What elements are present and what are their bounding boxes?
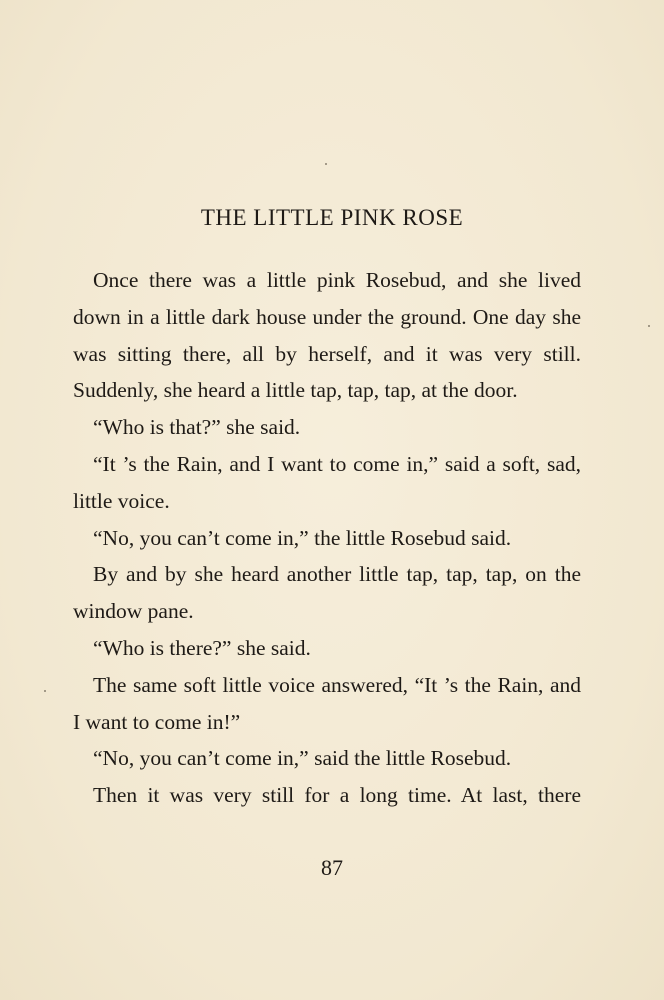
paragraph-2: “Who is that?” she said. xyxy=(93,415,301,440)
paragraph-6: “Who is there?” she said. xyxy=(93,635,311,660)
paragraph-5: By and by she heard another little tap, tap, tap, on the window pane. xyxy=(73,562,581,624)
paragraph-8: “No, you can’t come in,” said the little Rosebud. xyxy=(93,746,512,771)
page-number: 87 xyxy=(321,855,343,880)
paragraph-3: “It ’s the Rain, and I want to come in,” said a soft, sad, little voice. xyxy=(73,451,581,513)
paper-speck xyxy=(44,690,46,692)
paragraph-4: “No, you can’t come in,” the little Rosebud said. xyxy=(93,525,512,550)
chapter-title: THE LITTLE PINK ROSE xyxy=(200,205,464,230)
paragraph-7: The same soft little voice answered, “It ’s the Rain, and I want to come in!” xyxy=(73,672,581,734)
paper-speck xyxy=(325,163,327,165)
paragraph-1: Once there was a little pink Rosebud, and she lived down in a little dark house under the ground. One day she was sitting there, all by herself, and it was very still. Suddenly, she heard a little tap, tap, tap, at the door. xyxy=(73,268,581,403)
paragraph-9: Then it was very still for a long time. At last, there xyxy=(93,783,581,808)
paper-speck xyxy=(648,325,650,327)
body-text xyxy=(73,262,581,814)
